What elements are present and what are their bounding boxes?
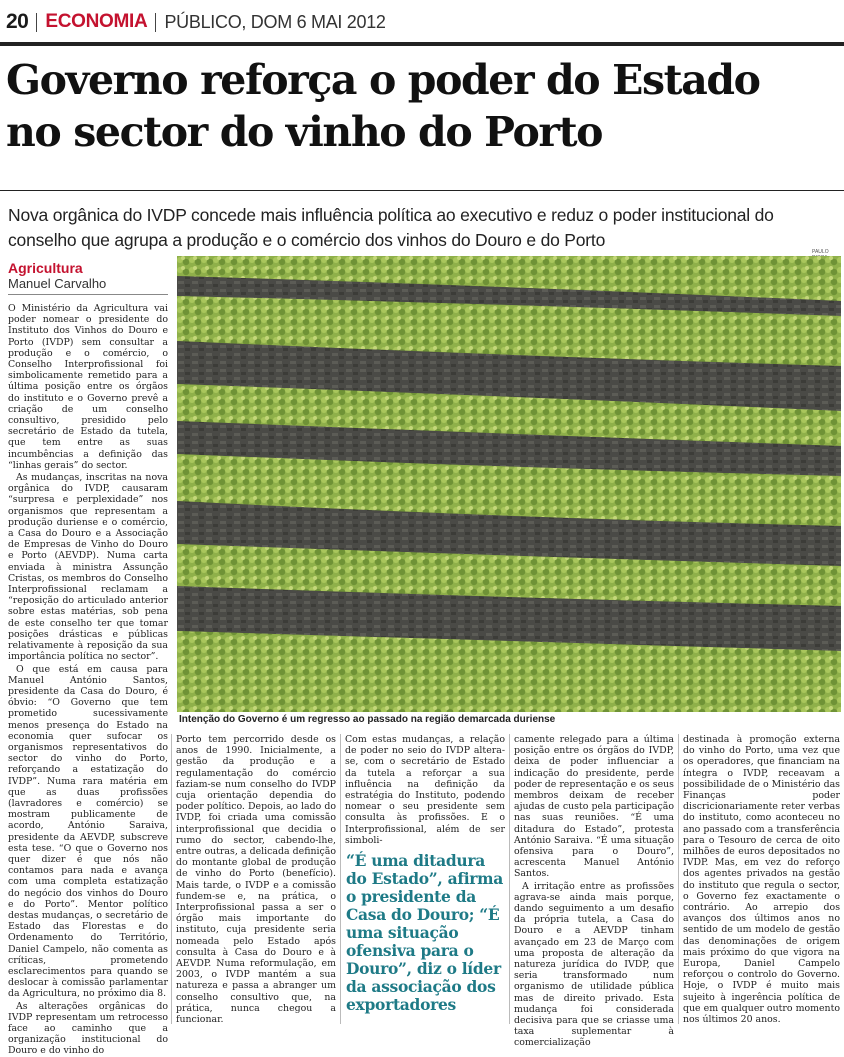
pull-quote: “É uma ditadura do Estado”, afirma o presidente da Casa do Douro; “É uma situação ofensiva para o Douro”, diz o líder da associação dos exportadores bbox=[346, 851, 504, 1014]
top-rule bbox=[0, 42, 844, 46]
headline-line-1: Governo reforça o poder do Estado bbox=[6, 56, 760, 104]
photo-credit: PAULO bbox=[812, 249, 829, 255]
article-column-2 bbox=[176, 734, 336, 1026]
subheadline: Nova orgânica do IVDP concede mais influência política ao executivo e reduz o poder institucional do conselho que agrupa a produção e o comércio dos vinhos do Douro e do Porto bbox=[8, 205, 774, 250]
body-paragraph: O que está em causa para Manuel António Santos, presidente da Casa do Douro, é óbvio: “O Governo que tem prometido sucessivamente menos presença do Estado na economia quer sufocar os organismos representativos do sector do vinho do Porto, reforçando a estatização do IVDP”. Numa rara matéria em que as duas profissões (lavradores e comércio) se mostram publicamente de acordo, António Saraiva, presidente da AEVDP, subscreve esta tese. “O que o Governo nos quer dizer é que nós não contamos para nada e avança com uma completa estatização do negócio dos vinhos do Douro e do Porto”. Mentor político destas mudanças, o secretário de Estado das Florestas e do Ordenamento do Território, Daniel Campelo, não comenta as críticas, prometendo esclarecimentos para quando se deslocar à comissão parlamentar da Agricultura, no próximo dia 8. bbox=[8, 663, 168, 1000]
headline-line-2: no sector do vinho do Porto bbox=[6, 108, 603, 156]
vineyard-illustration bbox=[177, 256, 841, 712]
column-divider bbox=[509, 734, 510, 1024]
article-column-4 bbox=[514, 734, 674, 1049]
byline-rule bbox=[8, 294, 168, 295]
body-paragraph: destinada à promoção externa do vinho do Porto, uma vez que os operadores, que financiam na íntegra o IVDP, receavam a possibilidade de o Ministério das Finanças poder discricionariamente reter verbas do instituto, como aconteceu no ano passado com a transferência para o Tesouro de cerca de oito milhões de euros depositados no IVDP. Mas, em vez do reforço dos agentes privados na gestão do instituto que regula o sector, o Governo fez exactamente o contrário. Ao arrepio dos avanços dos últimos anos no sentido de um modelo de gestão das denominações de origem mais próximo do que vigora na Europa, Daniel Campelo reforçou o controlo do Governo. Hoje, o IVDP é muito mais sujeito à ingerência política de que em qualquer outro momento nos últimos 20 anos. bbox=[683, 734, 840, 1026]
article-column-5 bbox=[683, 734, 840, 1026]
byline: Manuel Carvalho bbox=[8, 276, 107, 291]
headline-rule bbox=[0, 190, 844, 191]
column-divider bbox=[340, 734, 341, 1024]
header-divider bbox=[155, 13, 156, 32]
article-column-1 bbox=[8, 303, 168, 1057]
body-paragraph: As mudanças, inscritas na nova orgânica do IVDP, causaram “surpresa e perplexidade” nos organismos que representam a produção duriense e o comércio, a Casa do Douro e a Associação de Empresas de Vinho do Douro e Porto (AEVDP). Numa carta enviada à ministra Assunção Cristas, os membros do Conselho Interprofissional reclamam a “reposição do articulado anterior sobre estas matérias, sob pena de este conselho ter que tomar posições drásticas e públicas relativamente à reposição da sua importância política no sector”. bbox=[8, 472, 168, 663]
photo-caption: Intenção do Governo é um regresso ao passado na região demarcada duriense bbox=[179, 714, 556, 725]
body-paragraph: O Ministério da Agricultura vai poder nomear o presidente do Instituto dos Vinhos do Douro e Porto (IVDP) sem consultar a produção e o comércio, o Conselho Interprofissional foi simbolicamente remetido para a última posição entre os órgãos do instituto e o Governo prevê a criação de um conselho consultivo, presidido pelo secretário de Estado da tutela, que tem entre as suas incumbências a definição das “linhas gerais” do sector. bbox=[8, 303, 168, 471]
body-paragraph: A irritação entre as profissões agrava-se ainda mais porque, dando seguimento a um desafio da própria tutela, a Casa do Douro e a AEVDP tinham avançado em 23 de Março com uma proposta de alteração da natureza jurídica do IVDP, que seria transformado num organismo de utilidade pública mas de direito privado. Esta mudança foi considerada decisiva para que se criasse uma taxa suplementar à comercialização bbox=[514, 880, 674, 1049]
body-paragraph: camente relegado para a última posição entre os órgãos do IVDP, deixa de poder influenciar a indicação do presidente, perde poder de representação e os seus membros deixam de receber ajudas de custo pela participação nas suas reuniões. “É uma ditadura do Estado”, protesta António Saraiva. “É uma situação ofensiva para o Douro”, acrescenta Manuel António Santos. bbox=[514, 734, 674, 880]
vineyard-terraces-photo bbox=[177, 256, 841, 712]
headline bbox=[6, 54, 841, 158]
body-paragraph: Com estas mudanças, a relação de poder no seio do IVDP altera-se, com o secretário de Estado da tutela a reforçar a sua influência na definição da estratégia do Instituto, podendo nomear o seu presidente sem consulta às profissões. E o Interprofissional, além de ser simboli- bbox=[345, 734, 505, 846]
article-column-3 bbox=[345, 734, 505, 844]
column-divider bbox=[678, 734, 679, 1024]
page-header bbox=[6, 8, 386, 36]
body-paragraph: Porto tem percorrido desde os anos de 1990. Inicialmente, a gestão da produção e a regulamentação do comércio faziam-se num conselho do IVDP cuja orientação dependia do poder político. Depois, ao lado do IVDP, foi criada uma comissão interprofissional que decidia o rumo do sector, cabendo-lhe, entre outras, a delicada definição do montante global de produção de vinho do Porto (benefício). Mais tarde, o IVDP e a comissão fundem-se e, na prática, o Interprofissional passa a ser o órgão mais importante do instituto, cuja presidente seria nomeada pelo Estado após consulta à Casa do Douro e à AEVDP. Numa reformulação, em 2003, o IVDP mantém a sua natureza e passa a abranger um conselho consultivo que, na prática, nunca chegou a funcionar. bbox=[176, 734, 336, 1026]
body-paragraph: As alterações orgânicas do IVDP representam um retrocesso face ao caminho que a organização institucional do Douro e do vinho do bbox=[8, 1000, 168, 1057]
section-label: ECONOMIA bbox=[45, 11, 148, 32]
page-number: 20 bbox=[6, 10, 29, 33]
column-divider bbox=[171, 734, 172, 1024]
kicker: Agricultura bbox=[8, 260, 83, 276]
dateline: PÚBLICO, DOM 6 MAI 2012 bbox=[164, 11, 386, 32]
header-divider bbox=[36, 13, 37, 32]
